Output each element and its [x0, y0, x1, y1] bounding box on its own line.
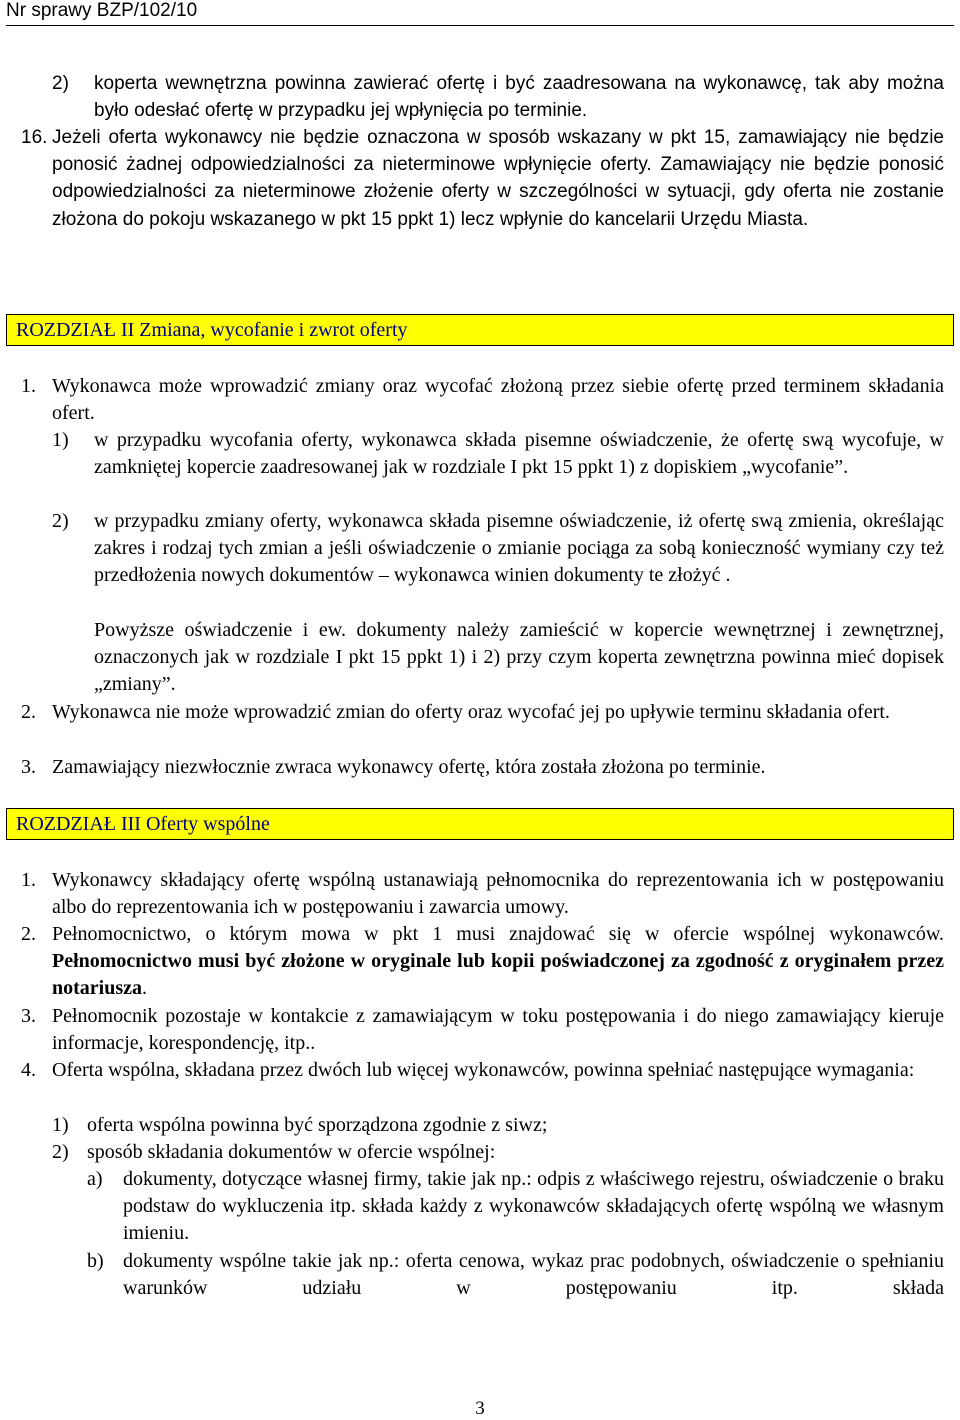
point-number: 4. [21, 1059, 36, 1081]
paragraph-text: Jeżeli oferta wykonawcy nie będzie oznaczona w sposób wskazany w pkt 15, zamawiający nie będzie ponosić żadnej odpowiedzialności za nieterminowe wpłynięcie oferty. Zamawiający nie będzie ponosić odpowiedzialności za nieterminowe złożenie oferty w szczególności w sytuacji, gdy oferta nie zostanie złożona do pokoju wskazanego w pkt 15 ppkt 1) lecz wpłynie do kancelarii Urzędu Miasta. [52, 127, 944, 230]
letter-item-number: b) [87, 1250, 104, 1272]
page-number: 3 [475, 1398, 485, 1419]
letter-item-text: dokumenty wspólne takie jak np.: oferta cenowa, wykaz prac podobnych, oświadczenie o spełnianiu warunków udziału w postępowaniu itp. składa [123, 1250, 944, 1300]
subpoint-number: 1) [52, 1114, 69, 1136]
point-number: 1. [21, 375, 36, 397]
document-number-header: Nr sprawy BZP/102/10 [6, 0, 954, 26]
subpoint-number: 1) [52, 429, 69, 451]
point-text: Zamawiający niezwłocznie zwraca wykonawcy ofertę, która została złożona po terminie. [52, 756, 766, 778]
point-text: Pełnomocnik pozostaje w kontakcie z zamawiającym w toku postępowania i do niego zamawiający kieruje informacje, korespondencję, itp.. [52, 1005, 944, 1055]
letter-item-number: a) [87, 1168, 103, 1190]
list-item-text: koperta wewnętrzna powinna zawierać ofertę i być zaadresowana na wykonawcę, tak aby można było odesłać ofertę w przypadku jej wpłynięcia po terminie. [94, 73, 944, 122]
point-text: Wykonawca może wprowadzić zmiany oraz wycofać złożoną przez siebie ofertę przed terminem składania ofert. [52, 375, 944, 425]
subpoint-text: oferta wspólna powinna być sporządzona zgodnie z siwz; [87, 1114, 548, 1136]
subpoint-continuation [94, 617, 944, 699]
point-number: 2. [21, 923, 36, 945]
subpoint-text: sposób składania dokumentów w ofercie wspólnej: [87, 1141, 496, 1163]
paragraph-number: 16. [21, 127, 48, 148]
subpoint-number: 2) [52, 510, 69, 532]
point-number: 3. [21, 756, 36, 778]
point-text: Wykonawcy składający ofertę wspólną ustanawiają pełnomocnika do reprezentowania ich w postępowaniu albo do reprezentowania ich w postępowaniu i zawarcia umowy. [52, 869, 944, 919]
point-number: 2. [21, 701, 36, 723]
list-number: 2) [52, 73, 69, 94]
point-text [52, 921, 944, 1003]
point-text-bold: Pełnomocnictwo musi być złożone w oryginale lub kopii poświadczonej za zgodność z oryginałem przez notariusza [52, 950, 944, 1000]
point-text: Oferta wspólna, składana przez dwóch lub więcej wykonawców, powinna spełniać następujące wymagania: [52, 1059, 915, 1081]
point-text-plain: Pełnomocnictwo, o którym mowa w pkt 1 musi znajdować się w ofercie wspólnej wykonawców. [52, 923, 944, 945]
point-number: 3. [21, 1005, 36, 1027]
point-text: Wykonawca nie może wprowadzić zmian do oferty oraz wycofać jej po upływie terminu składania ofert. [52, 701, 890, 723]
section-heading: ROZDZIAŁ II Zmiana, wycofanie i zwrot oferty [6, 314, 954, 346]
section-heading: ROZDZIAŁ III Oferty wspólne [6, 808, 954, 840]
subpoint-number: 2) [52, 1141, 69, 1163]
continuation-text: Powyższe oświadczenie i ew. dokumenty należy zamieścić w kopercie wewnętrznej i zewnętrznej, oznaczonych jak w rozdziale I pkt 15 ppkt 1) i 2) przy czym koperta zewnętrzna powinna mieć dopisek „zmiany”. [94, 619, 944, 696]
point-number: 1. [21, 869, 36, 891]
subpoint-text: w przypadku zmiany oferty, wykonawca składa pisemne oświadczenie, iż ofertę swą zmienia, określając zakres i rodzaj tych zmian a jeśli oświadczenie o zmianie pociąga za sobą konieczność wymiany czy też przedłożenia nowych dokumentów – wykonawca winien dokumenty te złożyć . [94, 510, 944, 587]
subpoint-text: w przypadku wycofania oferty, wykonawca składa pisemne oświadczenie, że ofertę swą wycofuje, w zamkniętej kopercie zaadresowanej jak w rozdziale I pkt 15 ppkt 1) z dopiskiem „wycofanie”. [94, 429, 944, 479]
letter-item-text: dokumenty, dotyczące własnej firmy, takie jak np.: odpis z właściwego rejestru, oświadczenie o braku podstaw do wykluczenia itp. składa każdy z wykonawców składających ofertę wspólną we własnym imieniu. [123, 1168, 944, 1245]
point-text-end: . [142, 977, 147, 1000]
